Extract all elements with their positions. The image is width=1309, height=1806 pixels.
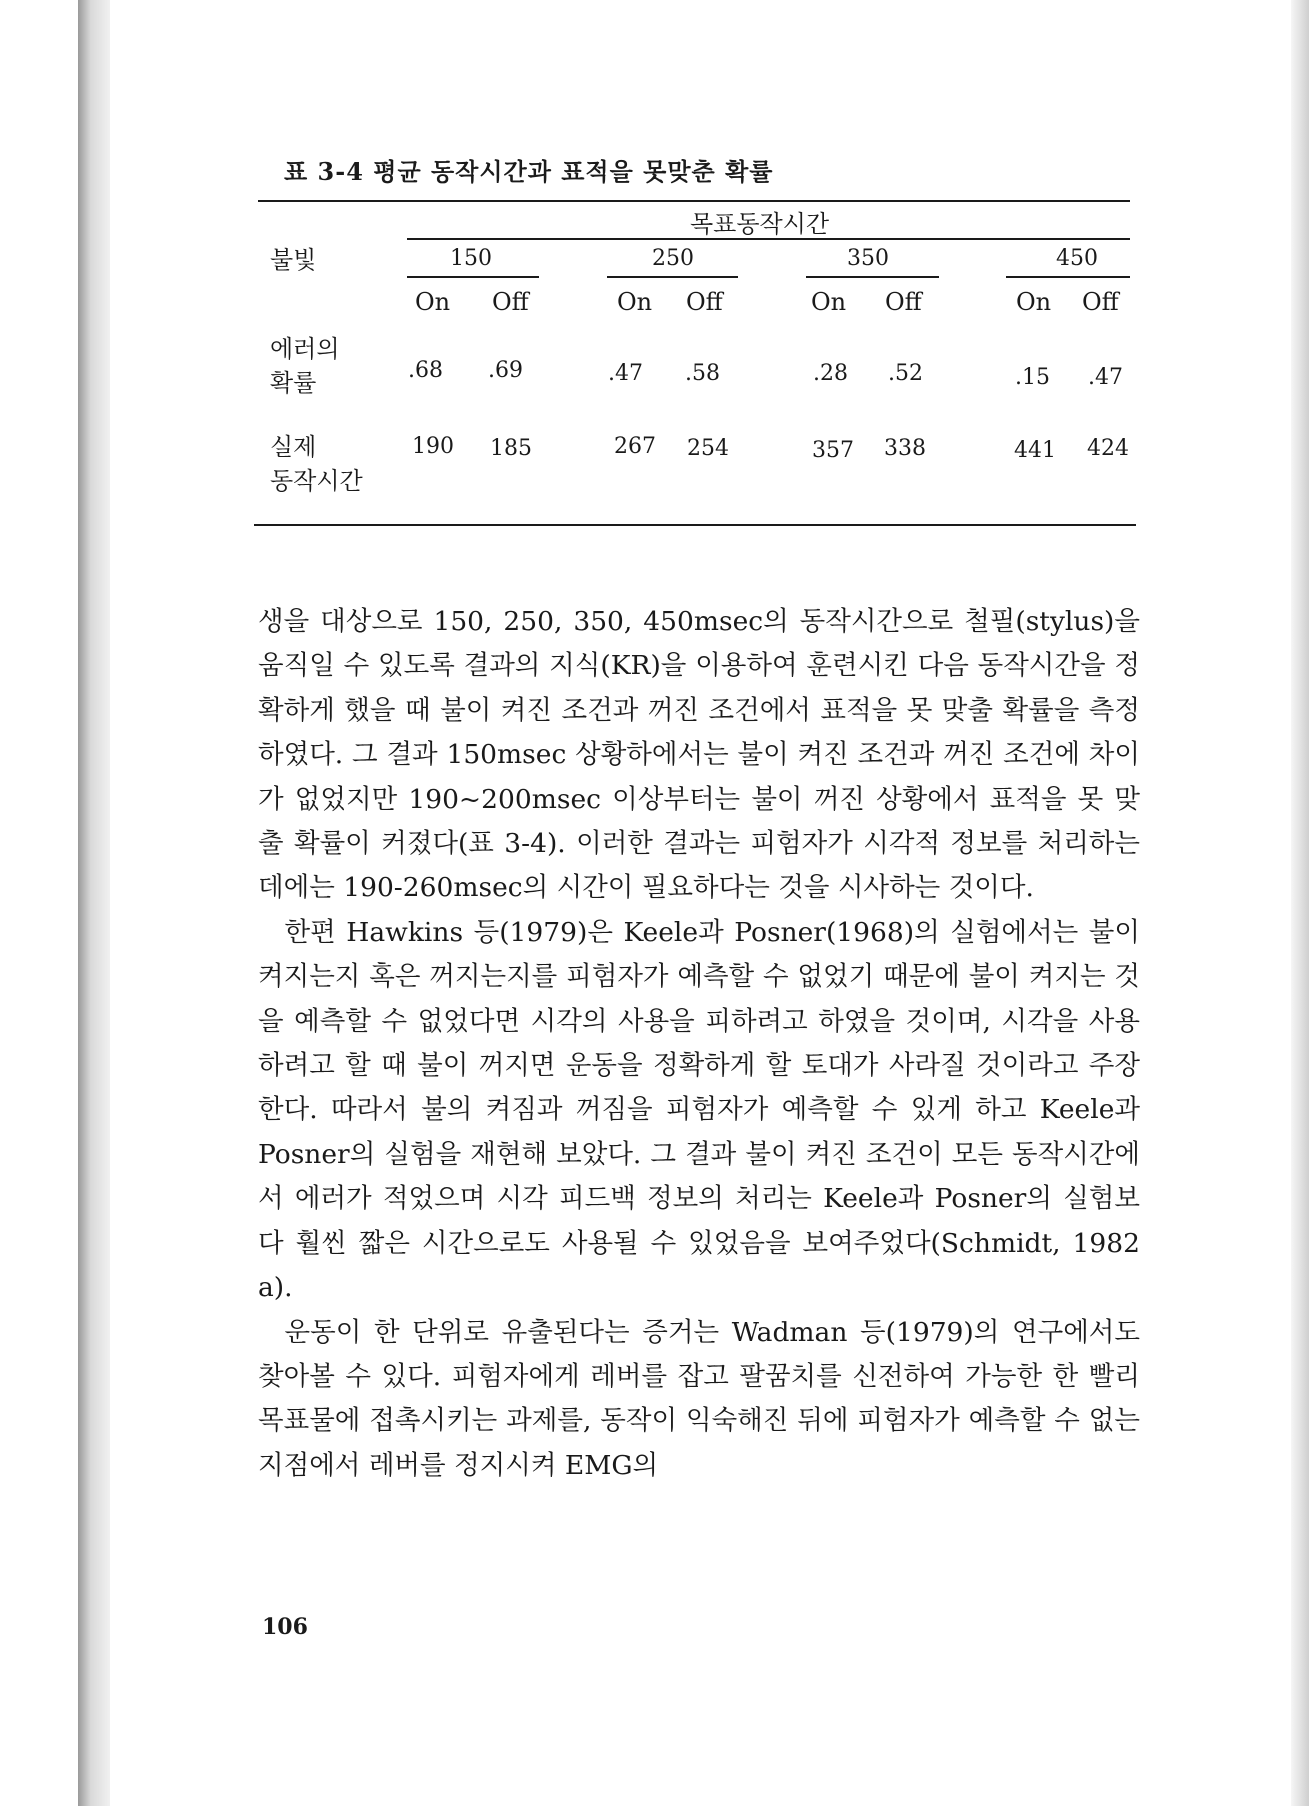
table-cell: 185	[490, 436, 532, 461]
table-caption: 표 3-4 평균 동작시간과 표적을 못맞춘 확률	[284, 157, 774, 186]
table-cell: .28	[813, 361, 848, 386]
subcolumn-off: Off	[885, 288, 922, 316]
row-label-line: 동작시간	[270, 467, 363, 495]
subcolumn-off: Off	[1082, 288, 1119, 316]
table-cell: .58	[685, 361, 720, 386]
table-cell: 254	[687, 436, 729, 461]
column-header-450: 450	[1056, 246, 1098, 271]
table-cell: 190	[412, 434, 454, 459]
row-header: 불빛	[270, 246, 317, 274]
group-header: 목표동작시간	[690, 210, 830, 238]
subcolumn-on: On	[1016, 288, 1052, 316]
table-cell: 424	[1087, 436, 1129, 461]
paragraph: 한편 Hawkins 등(1979)은 Keele과 Posner(1968)의 실험에서는 불이 켜지는지 혹은 꺼지는지를 피험자가 예측할 수 없었기 때문에 불이 켜지는 것을 예측할 수 없었다면 시각의 사용을 피하려고 하였을 것이며, 시각을 사용하려고 할 때 불이 꺼지면 운동을 정확하게 할 토대가 사라질 것이라고 주장한다. 따라서 불의 켜짐과 꺼짐을 피험자가 예측할 수 있게 하고 Keele과 Posner의 실험을 재현해 보았다. 그 결과 불이 켜진 조건이 모든 동작시간에서 에러가 적었으며 시각 피드백 정보의 처리는 Keele과 Posner의 실험보다 훨씬 짧은 시간으로도 사용될 수 있었음을 보여주었다(Schmidt, 1982 a).	[258, 916, 1140, 1304]
table-bottom-rule	[254, 524, 1136, 526]
book-spine-edge	[78, 0, 111, 1806]
table-cell: 338	[884, 436, 926, 461]
table-cell: 267	[614, 434, 656, 459]
table-top-rule	[258, 200, 1130, 202]
column-350-rule	[806, 276, 939, 278]
subcolumn-off: Off	[686, 288, 723, 316]
column-150-rule	[407, 276, 539, 278]
table-cell: .47	[1088, 365, 1123, 390]
row-label-line: 에러의	[270, 335, 340, 363]
table-cell: .47	[608, 361, 643, 386]
page-right-edge	[1291, 0, 1309, 1806]
page-number: 106	[262, 1614, 308, 1640]
paragraph: 운동이 한 단위로 유출된다는 증거는 Wadman 등(1979)의 연구에서도 찾아볼 수 있다. 피험자에게 레버를 잡고 팔꿈치를 신전하여 가능한 한 빨리 목표물에 접촉시키는 과제를, 동작이 익숙해진 뒤에 피험자가 예측할 수 없는 지점에서 레버를 정지시켜 EMG의	[258, 1316, 1140, 1481]
column-header-350: 350	[847, 246, 889, 271]
column-450-rule	[1006, 276, 1130, 278]
subcolumn-on: On	[415, 288, 451, 316]
column-header-250: 250	[652, 246, 694, 271]
table-cell: .69	[488, 358, 523, 383]
table-cell: 441	[1014, 438, 1056, 463]
table-cell: .15	[1015, 365, 1050, 390]
body-text	[258, 600, 1140, 1488]
column-250-rule	[607, 276, 738, 278]
row-label-actual-movement-time	[270, 430, 363, 498]
row-label-error-probability	[270, 332, 340, 400]
row-label-line: 실제	[270, 433, 317, 461]
table-cell: .68	[408, 358, 443, 383]
column-header-150: 150	[450, 246, 492, 271]
subcolumn-on: On	[617, 288, 653, 316]
table-cell: 357	[812, 438, 854, 463]
subcolumn-off: Off	[492, 288, 529, 316]
table-cell: .52	[888, 361, 923, 386]
paragraph: 생을 대상으로 150, 250, 350, 450msec의 동작시간으로 철필(stylus)을 움직일 수 있도록 결과의 지식(KR)을 이용하여 훈련시킨 다음 동작시간을 정확하게 했을 때 불이 켜진 조건과 꺼진 조건에서 표적을 못 맞출 확률을 측정하였다. 그 결과 150msec 상황하에서는 불이 켜진 조건과 꺼진 조건에 차이가 없었지만 190~200msec 이상부터는 불이 꺼진 상황에서 표적을 못 맞출 확률이 커졌다(표 3-4). 이러한 결과는 피험자가 시각적 정보를 처리하는 데에는 190-260msec의 시간이 필요하다는 것을 시사하는 것이다.	[258, 606, 1140, 904]
row-label-line: 확률	[270, 369, 317, 397]
subcolumn-on: On	[811, 288, 847, 316]
